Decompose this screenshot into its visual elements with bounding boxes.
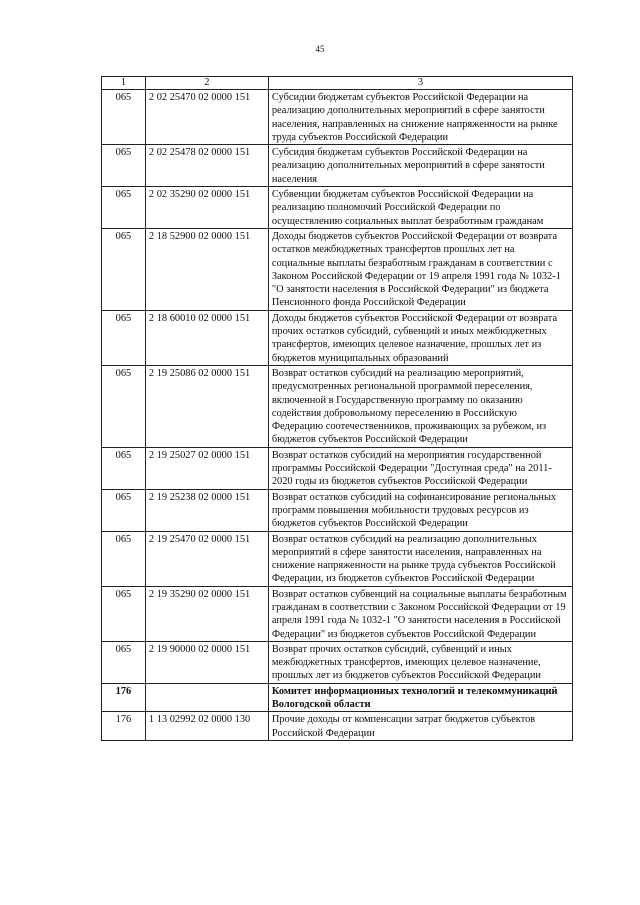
revenue-code-cell: 2 19 35290 02 0000 151 [145,586,268,641]
revenue-codes-table [101,76,573,741]
description-cell: Комитет информационных технологий и телекоммуникаций Вологодской области [268,683,572,712]
admin-code-cell: 065 [102,641,146,683]
description-cell: Возврат остатков субсидий на софинансирование региональных программ повышения мобильности трудовых ресурсов из бюджетов субъектов Российской Федерации [268,489,572,531]
table-row [102,228,573,310]
table-row [102,187,573,229]
header-col-3: 3 [268,77,572,90]
table-row [102,683,573,712]
page-number: 45 [315,44,325,54]
revenue-code-cell: 2 19 25238 02 0000 151 [145,489,268,531]
table-row [102,712,573,741]
description-cell: Возврат остатков субсидий на реализацию мероприятий, предусмотренных региональной программой переселения, включенной в Государственную программу по оказанию содействия добровольному переселению в Российскую Федерацию соотечественников, проживающих за рубежом, из бюджетов субъектов Российской Федерации [268,365,572,447]
table-row [102,447,573,489]
description-cell: Доходы бюджетов субъектов Российской Федерации от возврата остатков межбюджетных трансфертов прошлых лет на социальные выплаты безработным гражданам в соответствии с Законом Российской Федерации от 19 апреля 1991 года № 1032-1 "О занятости населения в Российской Федерации" из бюджета Пенсионного фонда Российской Федерации [268,228,572,310]
description-cell: Возврат остатков субвенций на социальные выплаты безработным гражданам в соответствии с Законом Российской Федерации от 19 апреля 1991 года № 1032-1 "О занятости населения в Российской Федерации" из бюджетов субъектов Российской Федерации [268,586,572,641]
revenue-code-cell [145,683,268,712]
admin-code-cell: 065 [102,586,146,641]
admin-code-cell: 065 [102,447,146,489]
header-col-2: 2 [145,77,268,90]
revenue-code-cell: 2 02 35290 02 0000 151 [145,187,268,229]
revenue-code-cell: 2 18 52900 02 0000 151 [145,228,268,310]
admin-code-cell: 065 [102,187,146,229]
table-row [102,489,573,531]
table-row [102,310,573,365]
revenue-code-cell: 2 19 25470 02 0000 151 [145,531,268,586]
revenue-code-cell: 2 18 60010 02 0000 151 [145,310,268,365]
admin-code-cell: 176 [102,712,146,741]
description-cell: Субвенции бюджетам субъектов Российской Федерации на реализацию полномочий Российской Федерации по осуществлению социальных выплат безработным гражданам [268,187,572,229]
table-row [102,641,573,683]
table-row [102,586,573,641]
description-cell: Возврат остатков субсидий на реализацию дополнительных мероприятий в сфере занятости населения, направленных на снижение напряженности на рынке труда субъектов Российской Федерации, из бюджетов субъектов Российской Федерации [268,531,572,586]
admin-code-cell: 065 [102,228,146,310]
table-row [102,145,573,187]
revenue-code-cell: 2 02 25470 02 0000 151 [145,90,268,145]
revenue-code-cell: 2 19 90000 02 0000 151 [145,641,268,683]
admin-code-cell: 065 [102,489,146,531]
table-row [102,531,573,586]
revenue-code-cell: 1 13 02992 02 0000 130 [145,712,268,741]
description-cell: Возврат прочих остатков субсидий, субвенций и иных межбюджетных трансфертов, имеющих целевое назначение, прошлых лет из бюджетов субъектов Российской Федерации [268,641,572,683]
admin-code-cell: 065 [102,531,146,586]
header-col-1: 1 [102,77,146,90]
description-cell: Субсидия бюджетам субъектов Российской Федерации на реализацию дополнительных мероприятий в сфере занятости населения [268,145,572,187]
revenue-code-cell: 2 02 25478 02 0000 151 [145,145,268,187]
description-cell: Прочие доходы от компенсации затрат бюджетов субъектов Российской Федерации [268,712,572,741]
table-row [102,90,573,145]
revenue-code-cell: 2 19 25086 02 0000 151 [145,365,268,447]
table-header-row [102,77,573,90]
admin-code-cell: 065 [102,90,146,145]
revenue-code-cell: 2 19 25027 02 0000 151 [145,447,268,489]
table-body [102,77,573,741]
admin-code-cell: 065 [102,365,146,447]
admin-code-cell: 065 [102,310,146,365]
description-cell: Возврат остатков субсидий на мероприятия государственной программы Российской Федерации "Доступная среда" на 2011-2020 годы из бюджетов субъектов Российской Федерации [268,447,572,489]
table-row [102,365,573,447]
description-cell: Доходы бюджетов субъектов Российской Федерации от возврата прочих остатков субсидий, субвенций и иных межбюджетных трансфертов, имеющих целевое назначение, прошлых лет из бюджетов муниципальных образований [268,310,572,365]
admin-code-cell: 065 [102,145,146,187]
description-cell: Субсидии бюджетам субъектов Российской Федерации на реализацию дополнительных мероприятий в сфере занятости населения, направленных на снижение напряженности на рынке труда субъектов Российской Федерации [268,90,572,145]
admin-code-cell: 176 [102,683,146,712]
